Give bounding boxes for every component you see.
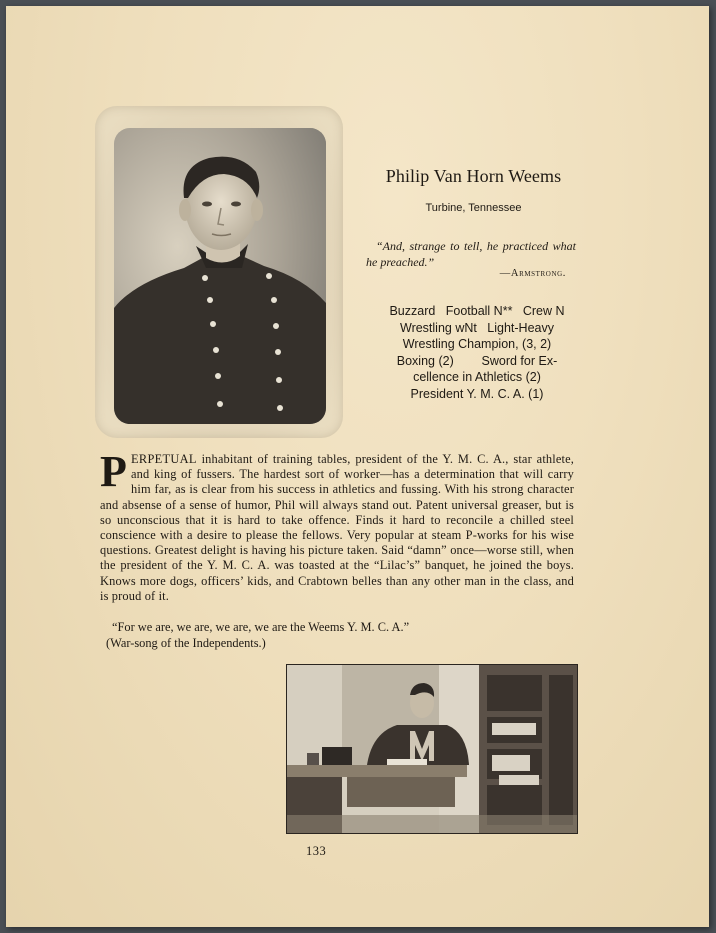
honors-line: Boxing (2) Sword for Ex-: [396, 353, 558, 368]
epigraph-quote: “And, strange to tell, he practiced what he preached.”: [366, 239, 576, 269]
portrait-mount: [95, 106, 343, 438]
drop-cap: P: [100, 447, 128, 496]
candid-image: [287, 665, 577, 833]
war-song: [106, 620, 582, 651]
page-number: 133: [306, 844, 327, 858]
person-name: Philip Van Horn Weems: [385, 166, 562, 186]
epigraph-attribution: —Armstrong.: [499, 268, 566, 279]
hometown: Turbine, Tennessee: [425, 202, 522, 214]
honors-list: [363, 303, 591, 402]
bio-text: inhabitant of training tables, president of the Y. M. C. A., star athlete, and king of fussers. The hardest sort of worker—has a determination that will carry him far, as is clear from his success in athletics and fussing. With his strong character and absense of a sense of humor, Phil will always stand out. Patent universal greaser, but is so unconscious that it is hard to take offence. Finds it hard to reconcile a chilled steel conscience with a desire to please the fellows. Very popular at steam P-works for his wise questions. Greatest delight is having his picture taken. Said “damn” once—worse still, when the president of the Y. M. C. A. was toasted at the “Lilac’s” banquet, he joined the boys. Knows more dogs, officers’ kids, and Crabtown belles than any other man in the class, and is proud of it.: [100, 452, 574, 603]
honors-line: President Y. M. C. A. (1): [410, 386, 544, 401]
yearbook-page: [6, 6, 709, 927]
portrait-photo: [114, 128, 326, 424]
biography-paragraph: [100, 447, 574, 604]
honors-line: Buzzard Football N** Crew N: [389, 304, 565, 318]
portrait-image: [114, 128, 326, 424]
candid-photo: [286, 664, 578, 834]
bio-lead-word: ERPETUAL: [131, 452, 197, 466]
honors-line: Wrestling Champion, (3, 2): [402, 337, 552, 351]
honors-line: Wrestling wNt Light-Heavy: [400, 320, 554, 335]
song-source: (War-song of the Independents.): [106, 635, 266, 650]
song-line: “For we are, we are, we are, we are the Weems Y. M. C. A.”: [112, 620, 410, 634]
honors-line: cellence in Athletics (2): [413, 370, 541, 384]
